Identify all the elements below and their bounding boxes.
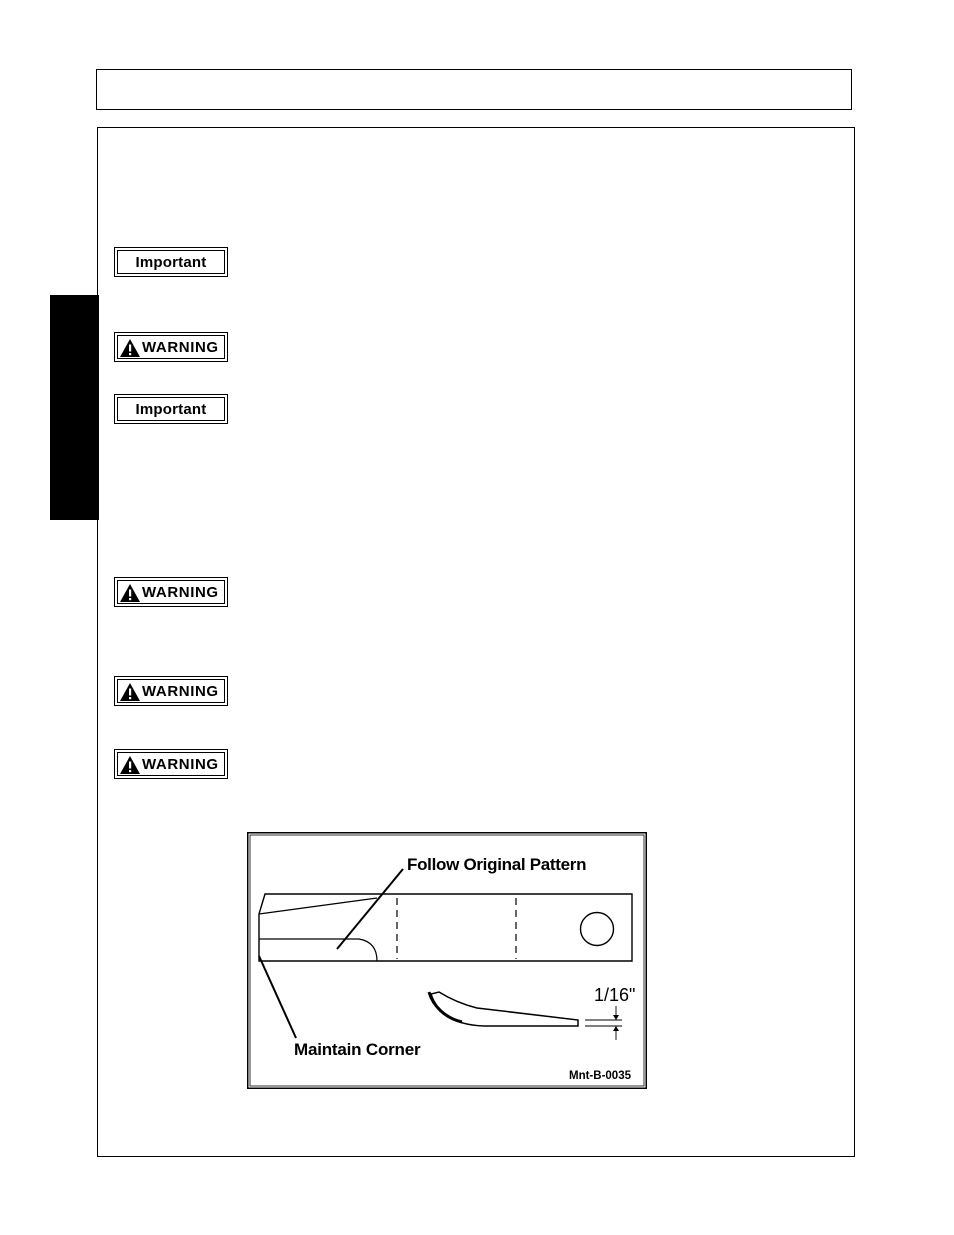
dimension-label: 1/16" — [594, 985, 636, 1005]
important-label — [114, 247, 228, 277]
figure-id: Mnt-B-0035 — [569, 1070, 631, 1082]
warning-triangle-icon — [119, 583, 141, 603]
warning-label — [114, 577, 228, 607]
warning-label-text: WARNING — [142, 339, 219, 356]
warning-triangle-icon — [119, 682, 141, 702]
warning-label — [114, 749, 228, 779]
callout-follow-original-pattern: Follow Original Pattern — [407, 855, 587, 874]
warning-label-text: WARNING — [142, 584, 219, 601]
warning-label-text: WARNING — [142, 756, 219, 773]
callout-maintain-corner: Maintain Corner — [294, 1040, 421, 1059]
important-label-text: Important — [135, 401, 207, 418]
important-label-text: Important — [135, 254, 207, 271]
warning-label — [114, 676, 228, 706]
important-label — [114, 394, 228, 424]
warning-triangle-icon — [119, 755, 141, 775]
page-header-box — [96, 69, 852, 110]
warning-label — [114, 332, 228, 362]
warning-label-text: WARNING — [142, 683, 219, 700]
warning-triangle-icon — [119, 338, 141, 358]
blade-sharpening-figure — [247, 832, 647, 1089]
section-tab — [50, 295, 99, 520]
